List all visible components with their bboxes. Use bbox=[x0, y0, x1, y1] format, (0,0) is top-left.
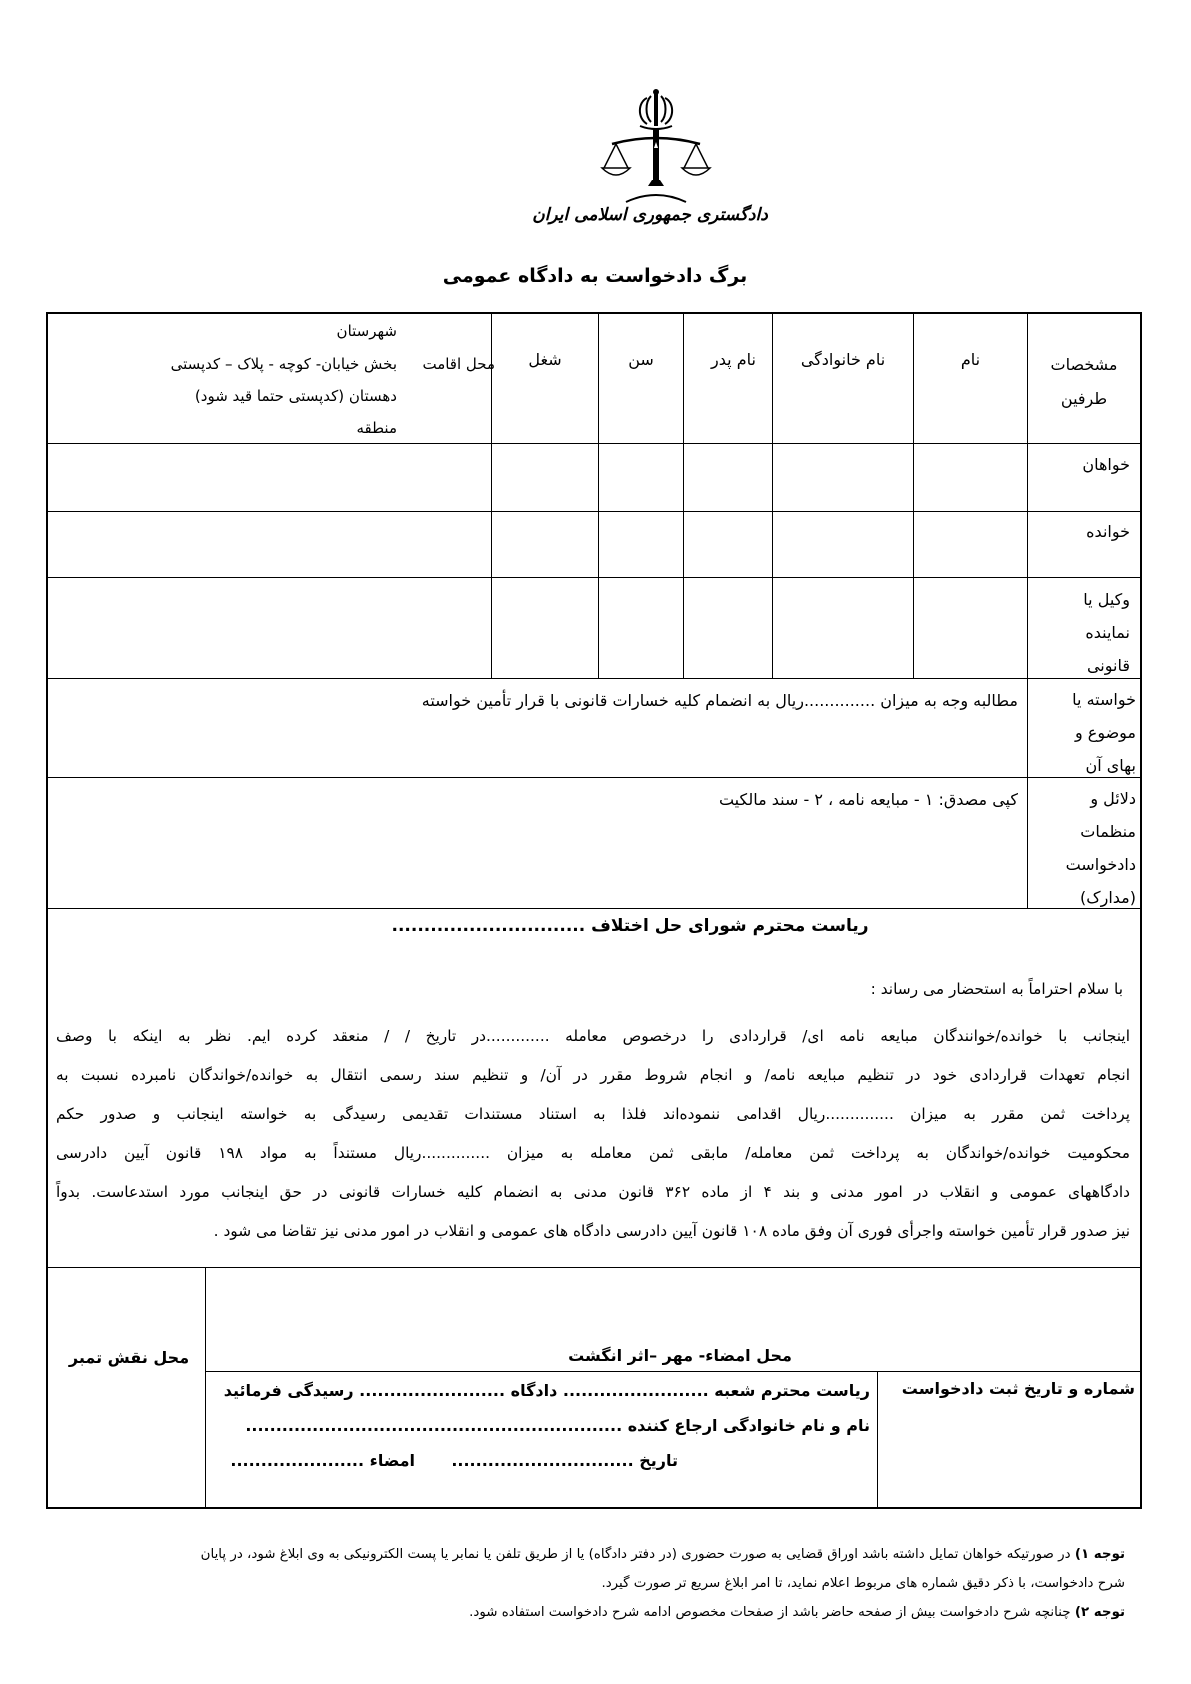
table-line bbox=[47, 1267, 1141, 1268]
referral-date[interactable]: تاریخ .............................. bbox=[451, 1451, 678, 1470]
header-parties: مشخصات طرفین bbox=[1050, 355, 1118, 408]
header-age: سن bbox=[628, 350, 654, 369]
form-frame bbox=[46, 312, 1142, 1509]
row-label-claim: خواسته یا موضوع و بهای آن bbox=[1072, 690, 1136, 775]
header-residence bbox=[90, 316, 495, 444]
row-label-defendant: خوانده bbox=[1086, 522, 1130, 541]
table-line bbox=[47, 577, 1141, 578]
stamp-place-label: محل نقش تمبر bbox=[68, 1348, 190, 1367]
note-1-line-1 bbox=[80, 1540, 1125, 1569]
table-line bbox=[47, 908, 1141, 909]
header-father-name: نام پدر bbox=[711, 350, 756, 369]
form-title: برگ دادخواست به دادگاه عمومی bbox=[442, 265, 748, 287]
header-first-name: نام bbox=[960, 350, 981, 369]
claim-text[interactable]: مطالبه وجه به میزان ..............ریال به انضمام کلیه خسارات قانونی با قرار تأمین خواسته bbox=[421, 691, 1018, 710]
header-last-name: نام خانوادگی bbox=[800, 350, 886, 369]
note-1-line-2: شرح دادخواست، با ذکر دقیق شماره های مربوط اعلام نماید، تا امر ابلاغ سریع تر صورت گیرد. bbox=[601, 1576, 1125, 1591]
organization-name: دادگستری جمهوری اسلامی ایران bbox=[532, 205, 768, 225]
table-line bbox=[206, 1371, 1141, 1372]
note-1-title: توجه ۱) bbox=[1074, 1547, 1125, 1562]
note-2-text: چنانچه شرح دادخواست بیش از صفحه حاضر باشد از صفحات مخصوص ادامه شرح دادخواست استفاده شود. bbox=[469, 1605, 1075, 1620]
petition-line: اینجانب با خوانده/خوانندگان مبایعه نامه ای/ قراردادی را درخصوص معامله .............در تاریخ / / منعقد کرده ایم. نظر به اینکه با وصف bbox=[56, 1027, 1130, 1045]
signature-place-label: محل امضاء- مهر –اثر انگشت bbox=[568, 1346, 792, 1365]
table-line bbox=[47, 511, 1141, 512]
footer-notes bbox=[80, 1540, 1125, 1627]
table-line bbox=[47, 777, 1141, 778]
row-label-plaintiff: خواهان bbox=[1082, 455, 1130, 474]
petition-greeting: با سلام احتراماً به استحضار می رساند : bbox=[870, 980, 1123, 998]
petition-line: انجام تعهدات قراردادی خود در تنظیم مبایعه نامه/ و انجام شروط مقرر در آن/ و تنظیم سند رسمی انتقال به خوانده/خواندگان نامبرده نسبت به bbox=[56, 1066, 1130, 1084]
petition-line: دادگاههای عمومی و انقلاب در امور مدنی و بند ۴ از ماده ۳۶۲ قانون مدنی به انضمام کلیه خسارات قانونی در حق اینجانب مورد استدعاست. بدواً bbox=[56, 1183, 1130, 1201]
note-1-text: در صورتیکه خواهان تمایل داشته باشد اوراق قضایی به صورت حضوری (در دفتر دادگاه) یا از طریق تلفن یا نمابر یا پست الکترونیکی به وی ابلاغ شود، در پایان bbox=[200, 1547, 1075, 1562]
address-line: شهرستان bbox=[336, 322, 397, 340]
address-line: منطقه bbox=[356, 419, 397, 437]
referral-signature[interactable]: امضاء ...................... bbox=[230, 1451, 415, 1470]
header-occupation: شغل bbox=[528, 350, 562, 369]
residence-label: محل اقامت bbox=[422, 355, 495, 373]
row-label-evidence: دلائل و منظمات دادخواست (مدارک) bbox=[1065, 789, 1136, 907]
table-line bbox=[47, 678, 1141, 679]
note-2-title: توجه ۲) bbox=[1074, 1605, 1125, 1620]
petition-line: نیز صدور قرار تأمین خواسته واجرأی فوری آن وفق ماده ۱۰۸ قانون آیین دادرسی دادگاه های عمومی و انقلاب در امور مدنی نیز تقاضا می شود . bbox=[213, 1222, 1130, 1240]
petition-line: پرداخت ثمن مقرر به میزان ..............ریال اقدامی ننموده‌اند فلذا به استناد مستندات تقدیمی رسیدگی به خواسته اینجانب و صدور حکم bbox=[56, 1105, 1130, 1123]
table-line bbox=[1027, 313, 1028, 908]
petition-body[interactable] bbox=[56, 1017, 1130, 1251]
address-line: بخش خیابان- کوچه - پلاک – کدپستی bbox=[170, 355, 397, 373]
row-label-attorney: وکیل یا نماینده قانونی bbox=[1083, 590, 1130, 675]
petition-salutation: ریاست محترم شورای حل اختلاف .............................. bbox=[391, 916, 869, 936]
registration-label: شماره و تاریخ ثبت دادخواست bbox=[901, 1379, 1135, 1398]
iran-judiciary-emblem-icon bbox=[598, 88, 714, 206]
table-line bbox=[205, 1268, 206, 1508]
table-line bbox=[877, 1372, 878, 1508]
evidence-text[interactable]: کپی مصدق: ۱ - مبایعه نامه ، ۲ - سند مالکیت bbox=[718, 790, 1018, 809]
petition-line: محکومیت خوانده/خواندگان به پرداخت ثمن معامله/ مابقی ثمن معامله به میزان ..............ریال مستنداً به مواد ۱۹۸ قانون آیین دادرسی bbox=[56, 1144, 1130, 1162]
address-line: دهستان (کدپستی حتما قید شود) bbox=[194, 387, 397, 405]
note-2-line-1 bbox=[80, 1598, 1125, 1627]
referral-line-2[interactable]: نام و نام خانوادگی ارجاع کننده .............................................................. bbox=[245, 1416, 870, 1435]
referral-line-1[interactable]: ریاست محترم شعبه ........................ دادگاه ........................ رسیدگی فرمائید bbox=[223, 1381, 870, 1400]
